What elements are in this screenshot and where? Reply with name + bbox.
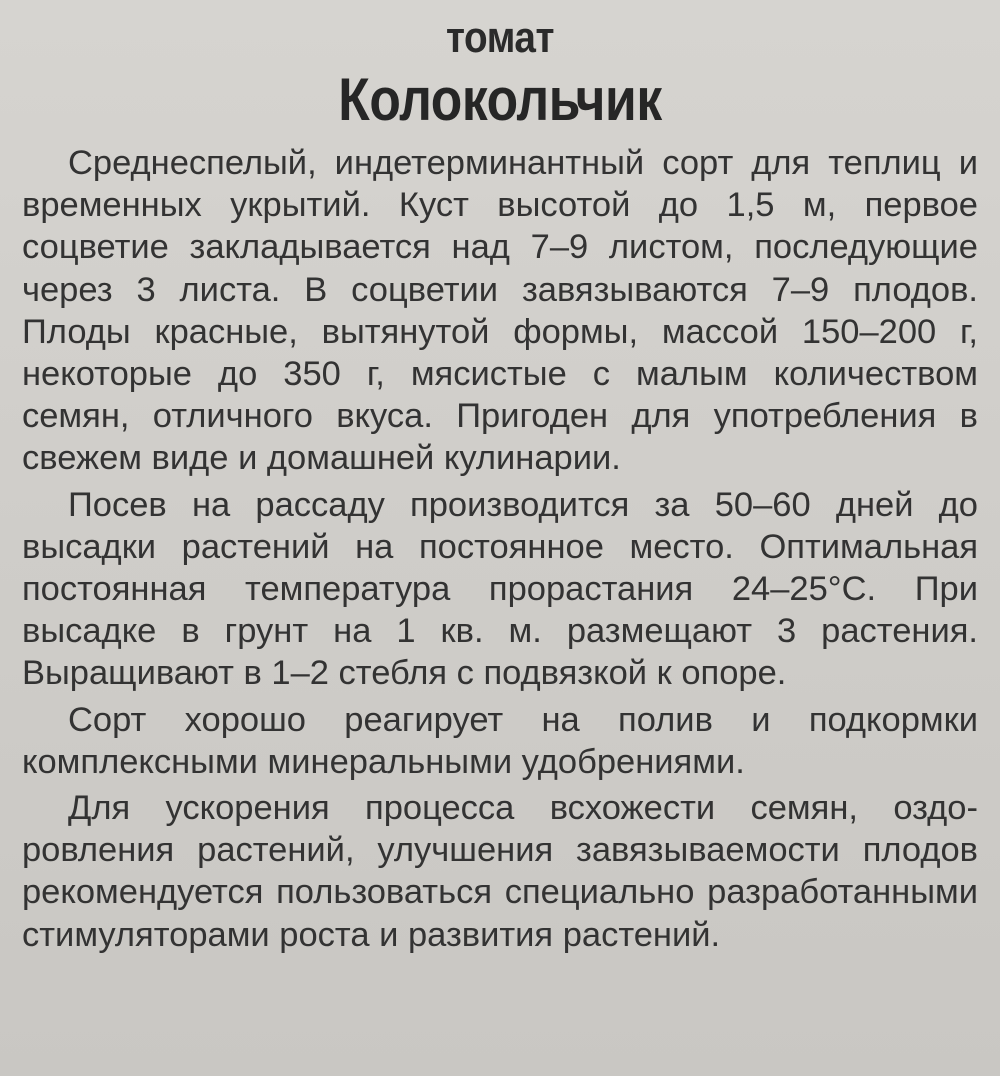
sowing-paragraph: Посев на рассаду производится за 50–60 дней до высадки растений на постоянное место. Оптимальная постоянная температура прорастания 24–25°С. При высадке в грунт на 1 кв. м. размещают 3 растения. Выращивают в 1–2 стебля с подвязкой к опоре. — [22, 485, 978, 693]
fertilizer-paragraph: Сорт хорошо реагирует на полив и подкормки комплексными минеральными удобрениями. — [22, 700, 978, 781]
stimulator-paragraph: Для ускорения процесса всхожести семян, оздоровления растений, улучшения завязываемости плодов рекомендуется пользоваться специально разработанными стимуляторами роста и развития растений. — [22, 789, 978, 954]
variety-title: Колокольчик — [338, 66, 662, 133]
crop-type: томат — [445, 13, 555, 62]
description-paragraph: Среднеспелый, индетерминантный сорт для теплиц и временных укрытий. Куст высотой до 1,5 м, первое соцветие закладывается над 7–9 листом, последующие через 3 листа. В соцветии завязываются 7–9 плодов. Плоды красные, вытянутой формы, массой 150–200 г, некоторые до 350 г, мясистые с малым количеством семян, отличного вкуса. Пригоден для употребления в свежем виде и домашней кулинарии. — [22, 144, 978, 478]
